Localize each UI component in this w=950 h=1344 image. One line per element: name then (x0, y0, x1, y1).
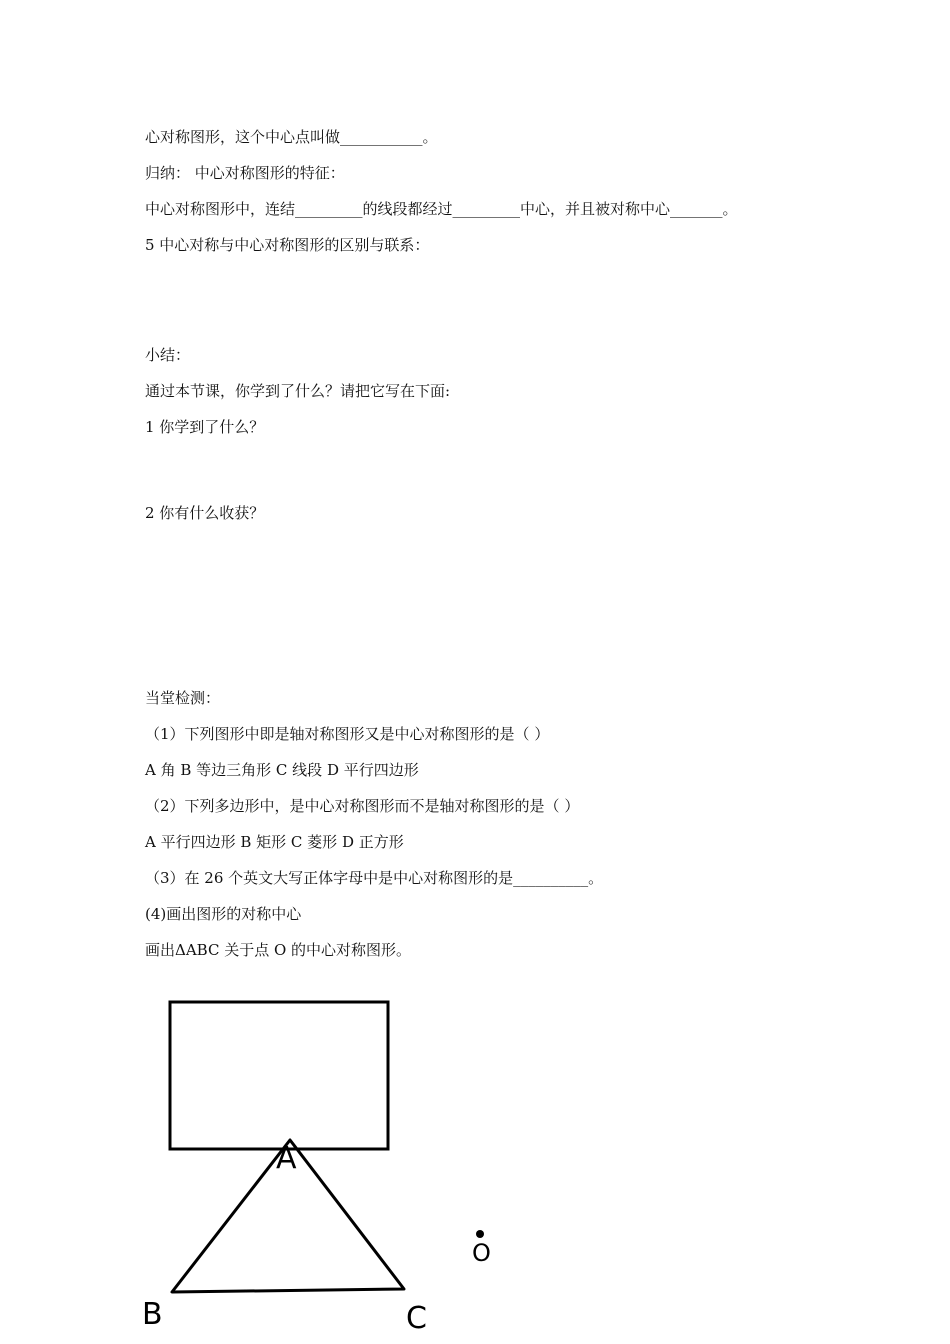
vertex-label-c: C (406, 1301, 427, 1336)
text-line-test-q1: （1）下列图形中即是轴对称图形又是中心对称图形的是（ ） (145, 725, 550, 743)
text-line-test-q3: （3）在 26 个英文大写正体字母中是中心对称图形的是__________。 (145, 869, 604, 887)
text-line-question-5: 5 中心对称与中心对称图形的区别与联系： (145, 236, 430, 254)
text-line-test-q2-options: A 平行四边形 B 矩形 C 菱形 D 正方形 (145, 833, 404, 851)
text-line-definition-end: 心对称图形，这个中心点叫做___________。 (145, 128, 438, 146)
text-line-summary-prompt: 通过本节课，你学到了什么？请把它写在下面: (145, 382, 451, 400)
text-line-section-test: 当堂检测： (145, 689, 221, 707)
text-line-summary-heading: 归纳： 中心对称图形的特征： (145, 164, 345, 182)
point-label-o: O (472, 1239, 491, 1267)
text-line-features: 中心对称图形中，连结_________的线段都经过_________中心，并且被对称中心_______。 (145, 200, 738, 218)
point-o (476, 1230, 484, 1238)
text-line-summary-q1: 1 你学到了什么？ (145, 418, 265, 436)
text-line-test-q5: 画出ΔABC 关于点 O 的中心对称图形。 (145, 941, 412, 959)
text-line-test-q4: (4)画出图形的对称中心 (145, 905, 302, 923)
vertex-label-b: B (142, 1297, 163, 1332)
vertex-label-a: A (276, 1141, 297, 1176)
text-line-test-q2: （2）下列多边形中，是中心对称图形而不是轴对称图形的是（ ） (145, 797, 580, 815)
text-line-section-summary: 小结： (145, 346, 191, 364)
blank-drawing-box (170, 1002, 388, 1149)
text-line-summary-q2: 2 你有什么收获？ (145, 504, 265, 522)
text-line-test-q1-options: A 角 B 等边三角形 C 线段 D 平行四边形 (145, 761, 419, 779)
